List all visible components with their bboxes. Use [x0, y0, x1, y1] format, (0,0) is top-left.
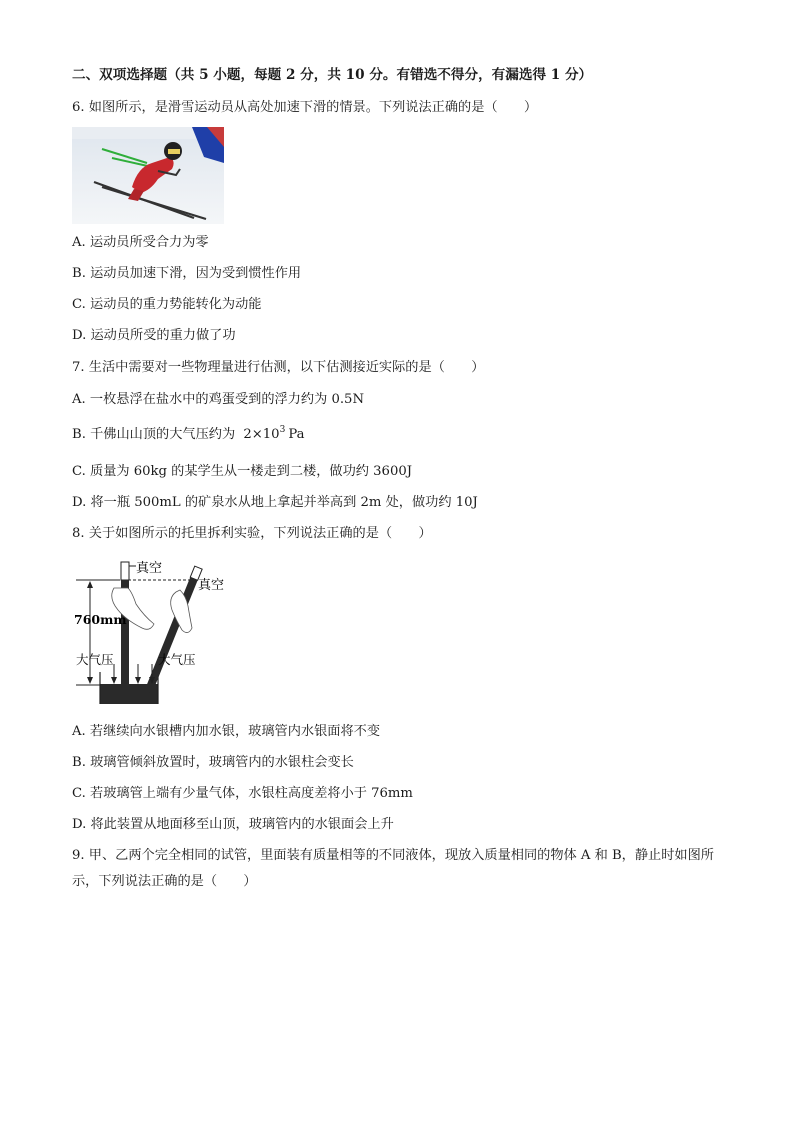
label-pressure-left: 大气压: [76, 652, 114, 667]
torricelli-diagram: [72, 558, 242, 706]
question-8-stem: 8. 关于如图所示的托里拆利实验，下列说法正确的是（ ）: [72, 526, 432, 541]
question-7-option-b: [72, 426, 304, 444]
question-6-option-c: C. 运动员的重力势能转化为动能: [72, 297, 262, 312]
question-8-option-a: A. 若继续向水银槽内加水银，玻璃管内水银面将不变: [72, 724, 381, 739]
label-pressure-right: 大气压: [158, 652, 196, 667]
question-6-option-d: D. 运动员所受的重力做了功: [72, 328, 236, 343]
question-6-option-a: A. 运动员所受合力为零: [72, 235, 209, 250]
question-6-option-b: B. 运动员加速下滑，因为受到惯性作用: [72, 266, 302, 281]
question-7-option-a: A. 一枚悬浮在盐水中的鸡蛋受到的浮力约为 0.5N: [72, 392, 364, 407]
label-height: 760mm: [74, 612, 127, 627]
question-7-option-d: D. 将一瓶 500mL 的矿泉水从地上拿起并举高到 2m 处，做功约 10J: [72, 495, 478, 510]
question-8-option-d: D. 将此装置从地面移至山顶，玻璃管内的水银面会上升: [72, 817, 394, 832]
question-7-option-c: C. 质量为 60kg 的某学生从一楼走到二楼，做功约 3600J: [72, 464, 413, 479]
question-7-stem: 7. 生活中需要对一些物理量进行估测，以下估测接近实际的是（ ）: [72, 360, 485, 375]
question-9-stem: 9. 甲、乙两个完全相同的试管，里面装有质量相等的不同液体，现放入质量相同的物体 A 和 B，静止时如图所示，下列说法正确的是（ ）: [72, 848, 714, 889]
section-heading: 二、双项选择题（共 5 小题，每题 2 分，共 10 分。有错选不得分，有漏选得 1 分）: [72, 67, 593, 83]
question-6-stem: 6. 如图所示，是滑雪运动员从高处加速下滑的情景。下列说法正确的是（ ）: [72, 100, 538, 115]
formula-base: 2×10: [243, 427, 280, 442]
pressure-formula: [243, 427, 304, 442]
label-vacuum-left: 真空: [136, 561, 163, 576]
question-7-option-b-text: B. 千佛山山顶的大气压约为: [72, 427, 236, 442]
formula-unit: Pa: [288, 427, 305, 442]
label-vacuum-right: 真空: [198, 578, 225, 593]
skier-photo: [72, 127, 224, 224]
skier-image: [72, 127, 224, 224]
formula-exponent: 3: [279, 425, 286, 435]
torricelli-figure: [72, 558, 242, 706]
question-8-option-b: B. 玻璃管倾斜放置时，玻璃管内的水银柱会变长: [72, 755, 354, 770]
question-8-option-c: C. 若玻璃管上端有少量气体，水银柱高度差将小于 76mm: [72, 786, 413, 801]
